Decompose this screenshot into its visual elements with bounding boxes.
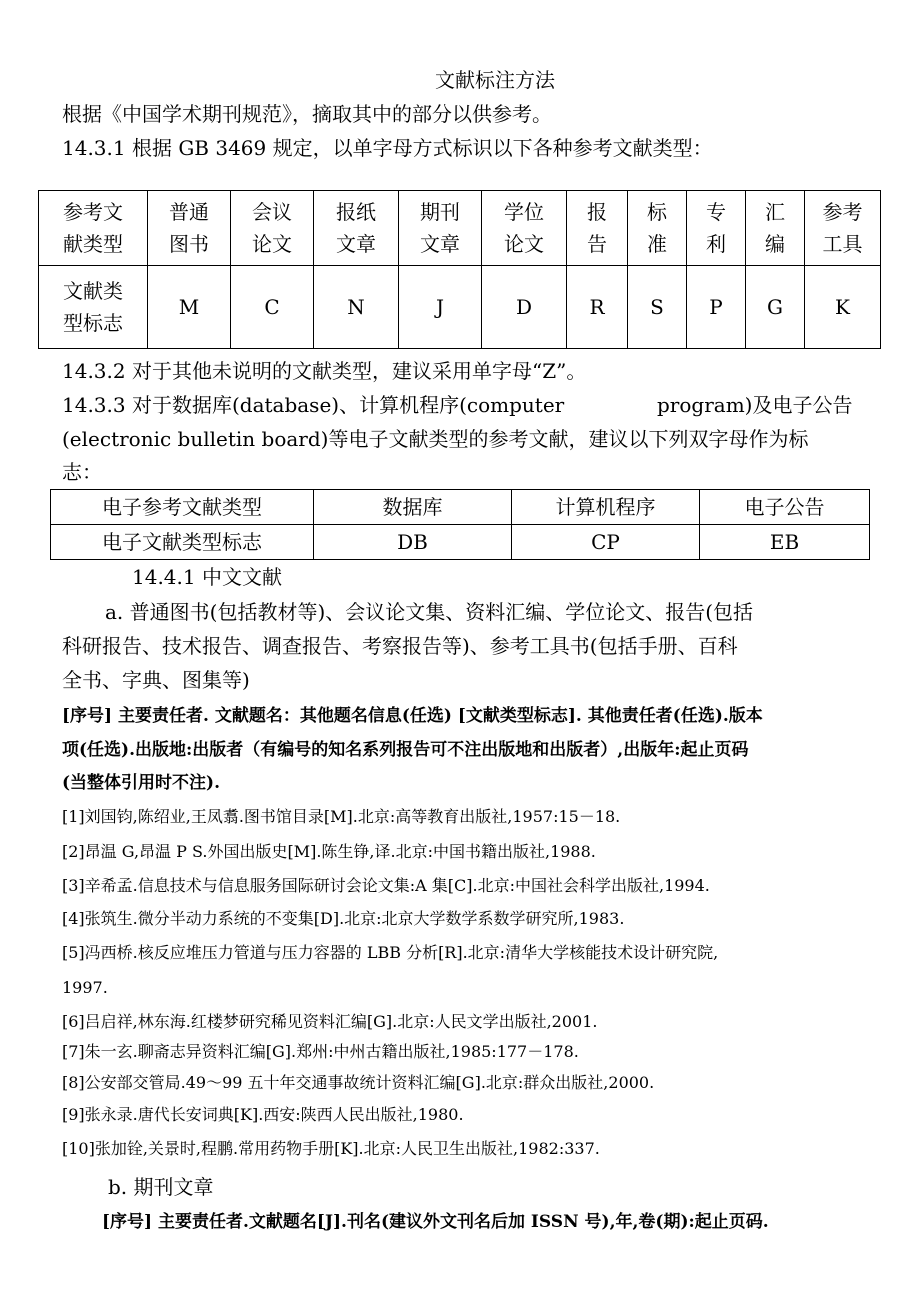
reference-item: [7]朱一玄.聊斋志异资料汇编[G].郑州:中州古籍出版社,1985:177－178.: [62, 1042, 579, 1061]
section-14-3-3-line1b: program)及电子公告: [657, 393, 853, 417]
type-header-cell: 汇 编: [746, 191, 805, 266]
type-code-cell: N: [314, 266, 399, 349]
format-rule-line3: (当整体引用时不注).: [62, 773, 221, 793]
section-14-3-3-line2: (electronic bulletin board)等电子文献类型的参考文献，建议以下列双字母作为标: [62, 427, 809, 451]
type-code-cell: S: [628, 266, 687, 349]
reference-item: [9]张永录.唐代长安词典[K].西安:陕西人民出版社,1980.: [62, 1105, 464, 1124]
item-a-line3: 全书、字典、图集等): [62, 668, 250, 692]
electronic-code-cell: CP: [512, 525, 700, 560]
reference-item: [8]公安部交管局.49～99 五十年交通事故统计资料汇编[G].北京:群众出版社,2000.: [62, 1073, 655, 1092]
item-a-line2: 科研报告、技术报告、调查报告、考察报告等)、参考工具书(包括手册、百科: [62, 634, 738, 658]
type-code-cell: M: [148, 266, 231, 349]
page-title: 文献标注方法: [435, 68, 555, 92]
literature-type-table: [38, 190, 881, 349]
reference-item: [4]张筑生.微分半动力系统的不变集[D].北京:北京大学数学系数学研究所,1983.: [62, 909, 625, 928]
electronic-type-row: [51, 490, 870, 525]
section-14-3-3-line3: 志：: [62, 460, 102, 484]
type-header-cell: 报纸 文章: [314, 191, 399, 266]
electronic-type-cell: 计算机程序: [512, 490, 700, 525]
format-rule-line1: [序号] 主要责任者. 文献题名：其他题名信息(任选) [文献类型标志]. 其他责任者(任选).版本: [62, 706, 763, 726]
type-code-cell: R: [567, 266, 628, 349]
type-header-cell: 会议 论文: [231, 191, 314, 266]
type-header-cell: 学位 论文: [482, 191, 567, 266]
type-code-row: [39, 266, 881, 349]
type-header-cell: 专 利: [687, 191, 746, 266]
item-b-heading: b. 期刊文章: [108, 1175, 214, 1199]
intro-text: 根据《中国学术期刊规范》，摘取其中的部分以供参考。: [62, 102, 552, 126]
type-code-cell: P: [687, 266, 746, 349]
reference-item: [5]冯西桥.核反应堆压力管道与压力容器的 LBB 分析[R].北京:清华大学核能技术设计研究院,: [62, 943, 719, 962]
reference-item: [6]吕启祥,林东海.红楼梦研究稀见资料汇编[G].北京:人民文学出版社,2001.: [62, 1012, 598, 1031]
journal-format-rule: [序号] 主要责任者.文献题名[J].刊名(建议外文刊名后加 ISSN 号),年,卷(期):起止页码.: [102, 1212, 769, 1232]
item-a-line1: a. 普通图书(包括教材等)、会议论文集、资料汇编、学位论文、报告(包括: [105, 600, 754, 624]
type-code-cell: K: [805, 266, 881, 349]
electronic-type-cell: 数据库: [314, 490, 512, 525]
type-header-cell: 参考 工具: [805, 191, 881, 266]
type-code-cell: C: [231, 266, 314, 349]
type-header-cell: 参考文 献类型: [39, 191, 148, 266]
section-14-4-1: 14.4.1 中文文献: [132, 565, 282, 589]
format-rule-line2: 项(任选).出版地:出版者（有编号的知名系列报告可不注出版地和出版者）,出版年:起止页码: [62, 740, 749, 760]
type-header-cell: 普通 图书: [148, 191, 231, 266]
section-14-3-1: 14.3.1 根据 GB 3469 规定，以单字母方式标识以下各种参考文献类型：: [62, 136, 713, 160]
type-header-cell: 报 告: [567, 191, 628, 266]
section-14-3-3-line1a: 14.3.3 对于数据库(database)、计算机程序(computer: [62, 393, 565, 417]
reference-item: 1997.: [62, 978, 108, 997]
reference-item: [3]辛希孟.信息技术与信息服务国际研讨会论文集:A 集[C].北京:中国社会科学出版社,1994.: [62, 876, 710, 895]
electronic-type-cell: 电子参考文献类型: [51, 490, 314, 525]
type-code-cell: J: [399, 266, 482, 349]
type-header-row: [39, 191, 881, 266]
electronic-code-cell: 电子文献类型标志: [51, 525, 314, 560]
type-header-cell: 期刊 文章: [399, 191, 482, 266]
type-code-cell: 文献类 型标志: [39, 266, 148, 349]
electronic-code-cell: EB: [700, 525, 870, 560]
type-code-cell: D: [482, 266, 567, 349]
type-code-cell: G: [746, 266, 805, 349]
type-header-cell: 标 准: [628, 191, 687, 266]
electronic-code-row: [51, 525, 870, 560]
section-14-3-2: 14.3.2 对于其他未说明的文献类型，建议采用单字母“Z”。: [62, 359, 587, 383]
electronic-type-table: [50, 489, 870, 560]
electronic-code-cell: DB: [314, 525, 512, 560]
reference-item: [1]刘国钧,陈绍业,王凤翥.图书馆目录[M].北京:高等教育出版社,1957:15－18.: [62, 807, 621, 826]
reference-item: [10]张加铨,关景时,程鹏.常用药物手册[K].北京:人民卫生出版社,1982:337.: [62, 1139, 600, 1158]
reference-item: [2]昂温 G,昂温 P S.外国出版史[M].陈生铮,译.北京:中国书籍出版社,1988.: [62, 842, 596, 861]
electronic-type-cell: 电子公告: [700, 490, 870, 525]
